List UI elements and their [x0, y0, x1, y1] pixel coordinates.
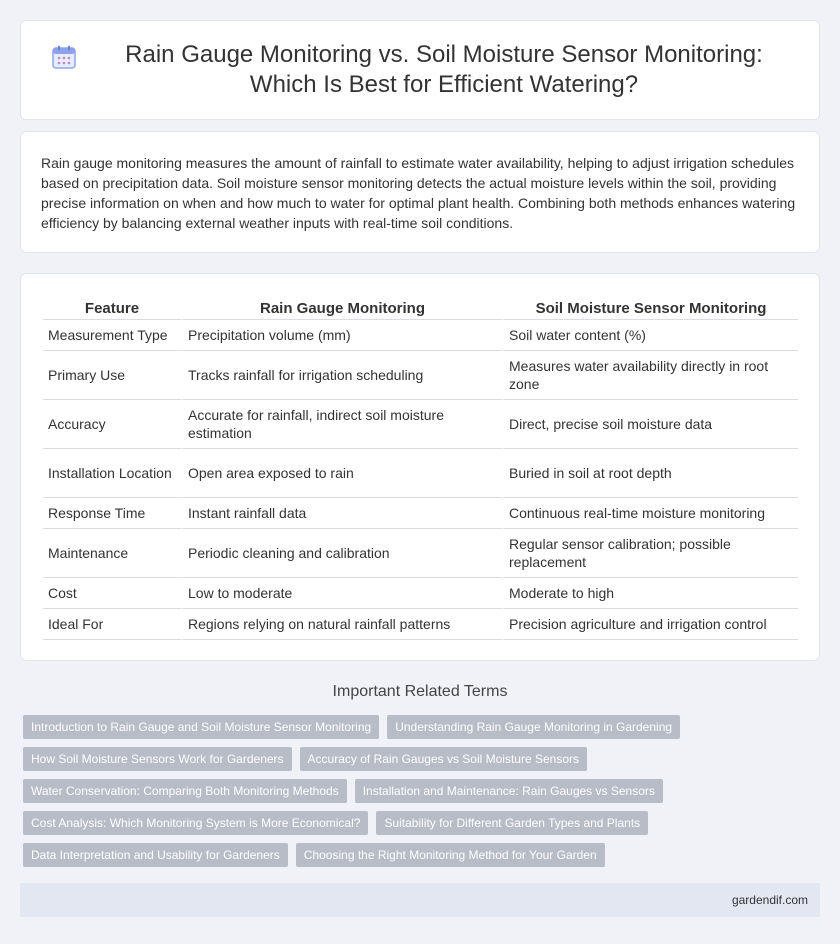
related-term-link[interactable]: Cost Analysis: Which Monitoring System is More Economical?	[23, 811, 368, 835]
table-cell-rain-gauge: Low to moderate	[181, 578, 502, 609]
related-term-link[interactable]: Data Interpretation and Usability for Gardeners	[23, 843, 288, 867]
intro-paragraph: Rain gauge monitoring measures the amount of rainfall to estimate water availability, helping to adjust irrigation schedules based on precipitation data. Soil moisture sensor monitoring detects the actual moisture levels within the soil, providing precise information on when and how much to water for optimal plant health. Combining both methods enhances watering efficiency by balancing external weather inputs with real-time soil conditions.	[41, 155, 796, 231]
table-cell-soil-sensor: Direct, precise soil moisture data	[502, 400, 798, 449]
table-cell-soil-sensor: Continuous real-time moisture monitoring	[502, 498, 798, 529]
comparison-table	[43, 296, 798, 640]
table-header-row	[43, 296, 798, 320]
table-row	[43, 529, 798, 578]
related-term-link[interactable]: Introduction to Rain Gauge and Soil Moisture Sensor Monitoring	[23, 715, 379, 739]
table-cell-feature: Installation Location	[43, 449, 181, 498]
table-cell-soil-sensor: Precision agriculture and irrigation control	[502, 609, 798, 640]
intro-card	[20, 131, 820, 253]
table-header-feature: Feature	[43, 296, 181, 320]
table-cell-rain-gauge: Regions relying on natural rainfall patterns	[181, 609, 502, 640]
related-terms-title: Important Related Terms	[332, 683, 508, 700]
table-row	[43, 400, 798, 449]
title-card	[20, 20, 820, 120]
table-row	[43, 320, 798, 351]
table-cell-feature: Response Time	[43, 498, 181, 529]
related-terms-list	[23, 715, 820, 875]
table-cell-soil-sensor: Measures water availability directly in root zone	[502, 351, 798, 400]
table-cell-rain-gauge: Periodic cleaning and calibration	[181, 529, 502, 578]
table-row	[43, 578, 798, 609]
table-cell-rain-gauge: Accurate for rainfall, indirect soil moisture estimation	[181, 400, 502, 449]
table-cell-rain-gauge: Instant rainfall data	[181, 498, 502, 529]
calendar-icon	[51, 44, 77, 70]
footer-bar	[20, 883, 820, 917]
related-term-link[interactable]: Choosing the Right Monitoring Method for Your Garden	[296, 843, 605, 867]
table-header-soil-sensor: Soil Moisture Sensor Monitoring	[502, 296, 798, 320]
table-row	[43, 449, 798, 498]
table-cell-rain-gauge: Tracks rainfall for irrigation scheduling	[181, 351, 502, 400]
table-cell-feature: Measurement Type	[43, 320, 181, 351]
table-cell-soil-sensor: Soil water content (%)	[502, 320, 798, 351]
table-row	[43, 498, 798, 529]
comparison-card	[20, 273, 820, 661]
table-cell-rain-gauge: Precipitation volume (mm)	[181, 320, 502, 351]
page-title: Rain Gauge Monitoring vs. Soil Moisture Sensor Monitoring: Which Is Best for Efficient Watering?	[125, 41, 763, 98]
related-term-link[interactable]: How Soil Moisture Sensors Work for Gardeners	[23, 747, 292, 771]
table-cell-rain-gauge: Open area exposed to rain	[181, 449, 502, 498]
table-cell-feature: Maintenance	[43, 529, 181, 578]
title-row	[51, 40, 789, 100]
related-term-link[interactable]: Water Conservation: Comparing Both Monitoring Methods	[23, 779, 347, 803]
table-cell-soil-sensor: Moderate to high	[502, 578, 798, 609]
related-term-link[interactable]: Accuracy of Rain Gauges vs Soil Moisture Sensors	[300, 747, 587, 771]
table-cell-feature: Accuracy	[43, 400, 181, 449]
table-cell-soil-sensor: Regular sensor calibration; possible replacement	[502, 529, 798, 578]
related-term-link[interactable]: Installation and Maintenance: Rain Gauges vs Sensors	[355, 779, 663, 803]
footer-site-name: gardendif.com	[731, 893, 808, 907]
table-cell-soil-sensor: Buried in soil at root depth	[502, 449, 798, 498]
table-cell-feature: Cost	[43, 578, 181, 609]
table-row	[43, 609, 798, 640]
table-header-rain-gauge: Rain Gauge Monitoring	[181, 296, 502, 320]
table-cell-feature: Ideal For	[43, 609, 181, 640]
table-row	[43, 351, 798, 400]
table-cell-feature: Primary Use	[43, 351, 181, 400]
related-term-link[interactable]: Suitability for Different Garden Types and Plants	[376, 811, 648, 835]
related-term-link[interactable]: Understanding Rain Gauge Monitoring in Gardening	[387, 715, 680, 739]
